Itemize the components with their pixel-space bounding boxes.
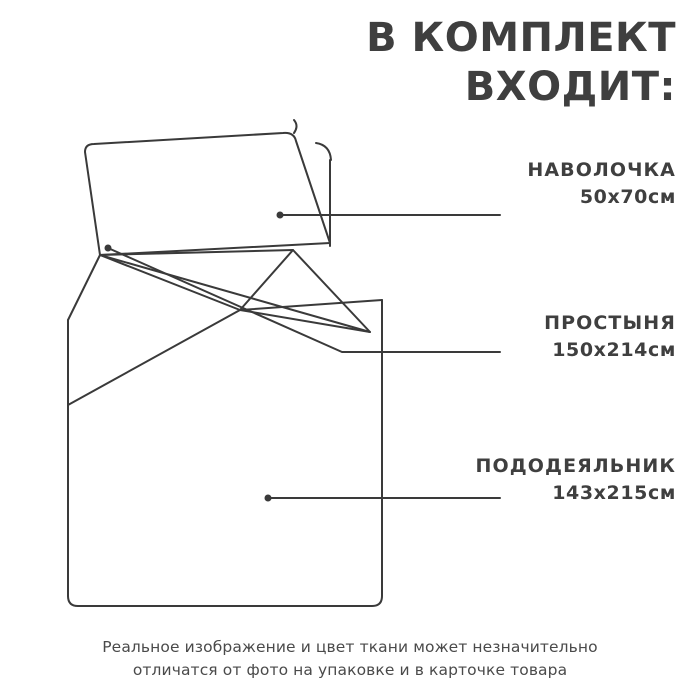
title-line-1: В КОМПЛЕКТ: [366, 15, 676, 61]
callout-pillow-name: НАВОЛОЧКА: [527, 159, 676, 181]
disclaimer: [0, 636, 700, 683]
duvet-turnback-edge: [68, 310, 240, 405]
duvet-left-top-edge: [68, 255, 100, 320]
callout-sheet-size: 150х214см: [552, 338, 676, 361]
callout-sheet-name: ПРОСТЫНЯ: [544, 312, 676, 334]
pillow-corner-detail: [294, 120, 297, 133]
callout-pillow-size: 50х70см: [579, 185, 676, 208]
title-line-2: ВХОДИТ:: [464, 63, 676, 110]
leader-line-sheet: [108, 248, 500, 352]
disclaimer-line-2: отличатся от фото на упаковке и в карточке товара: [132, 660, 568, 679]
sheet-fold-crease-2: [240, 250, 293, 310]
callout-duvet-size: 143х215см: [552, 481, 676, 504]
callout-pillow: [527, 159, 676, 209]
disclaimer-line-1: Реальное изображение и цвет ткани может незначительно: [102, 637, 598, 656]
callout-duvet: [476, 455, 676, 505]
pillow-outline: [85, 133, 330, 255]
callout-sheet: [544, 312, 676, 362]
leader-dot-pillow: [277, 212, 284, 219]
duvet-body-outline: [68, 300, 382, 606]
page-title: [256, 14, 676, 112]
headboard-corner: [316, 143, 331, 160]
leader-dot-sheet: [105, 245, 112, 252]
leader-dot-duvet: [265, 495, 272, 502]
callout-duvet-name: ПОДОДЕЯЛЬНИК: [475, 455, 676, 477]
sheet-fold-crease-1: [100, 255, 370, 332]
